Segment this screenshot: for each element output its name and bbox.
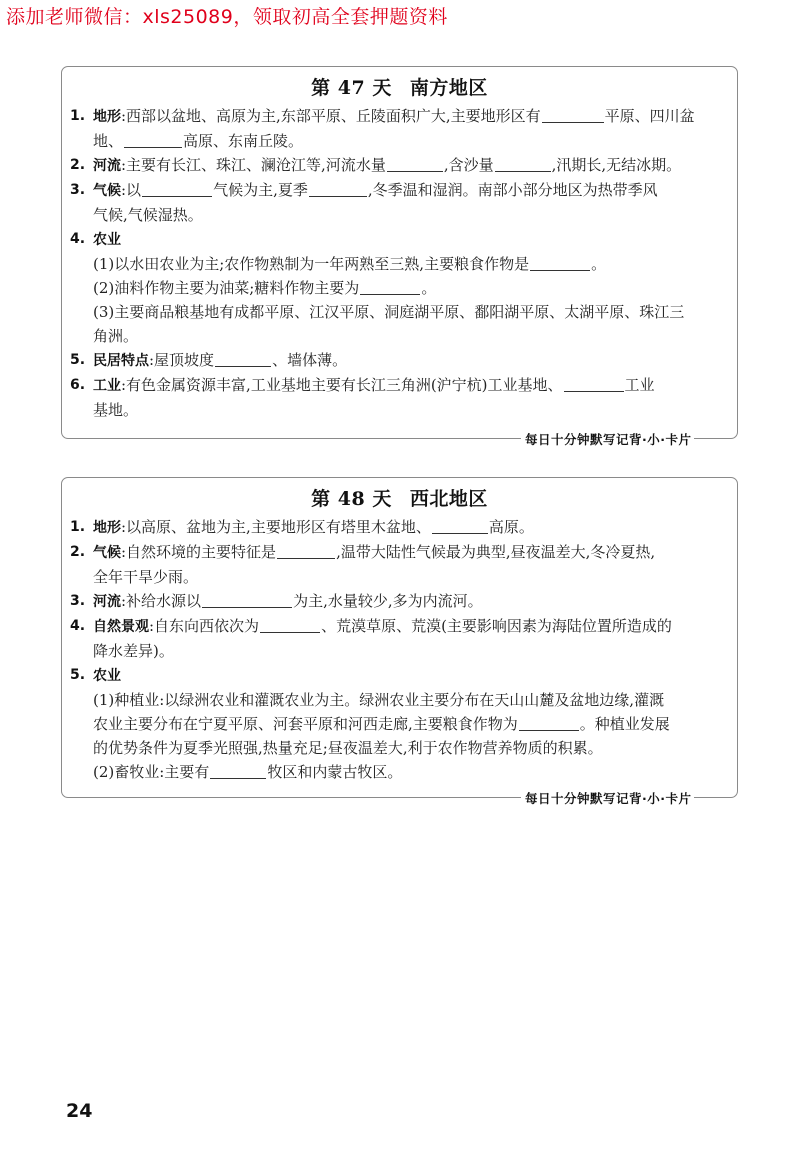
fill-blank[interactable]	[202, 591, 292, 608]
item-text: 高原。	[488, 518, 534, 536]
agri-sub-2	[62, 276, 737, 300]
item-number: 6.	[70, 377, 86, 393]
item-rivers	[62, 589, 737, 614]
item-text: :西部以盆地、高原为主,东部平原、丘陵面积广大,主要地形区有	[121, 107, 541, 125]
item-text: 全年干旱少雨。	[93, 568, 199, 586]
title-day: 第 47 天	[311, 77, 392, 99]
item-text: 降水差异)。	[93, 642, 174, 660]
item-text: 、荒漠草原、荒漠(主要影响因素为海陆位置所造成的	[321, 617, 672, 635]
fill-blank[interactable]	[495, 155, 551, 172]
item-climate	[62, 178, 737, 203]
fill-blank[interactable]	[542, 106, 604, 123]
agri-sub-3-cont	[62, 324, 737, 348]
item-text: 地、	[93, 132, 124, 150]
item-text: :以高原、盆地为主,主要地形区有塔里木盆地、	[121, 518, 431, 536]
item-text: 工业	[624, 376, 655, 394]
item-dwellings	[62, 348, 737, 373]
page-number: 24	[66, 1100, 93, 1122]
item-keyword: 农业	[93, 232, 121, 248]
item-keyword: 地形	[93, 520, 121, 536]
agri-sub-1	[62, 252, 737, 276]
item-text: (1)种植业:以绿洲农业和灌溉农业为主。绿洲农业主要分布在天山山麓及盆地边缘,灌溉	[93, 691, 665, 709]
item-text: 气候,气候湿热。	[93, 206, 203, 224]
item-text: :屋顶坡度	[149, 351, 215, 369]
fill-blank[interactable]	[432, 517, 488, 534]
fill-blank[interactable]	[210, 762, 266, 779]
agri-sub-1-cont	[62, 712, 737, 736]
item-number: 3.	[70, 182, 86, 198]
item-text: 平原、四川盆	[604, 107, 695, 125]
item-keyword: 工业	[93, 378, 121, 394]
card-day-48	[61, 477, 738, 798]
card-footer-label: 每日十分钟默写记背·小·卡片	[521, 430, 694, 448]
fill-blank[interactable]	[564, 375, 624, 392]
item-terrain-cont	[62, 129, 737, 153]
item-number: 1.	[70, 108, 86, 124]
item-number: 5.	[70, 352, 86, 368]
agri-sub-1	[62, 688, 737, 712]
title-day: 第 48 天	[311, 488, 392, 510]
item-keyword: 河流	[93, 594, 121, 610]
item-climate-cont	[62, 203, 737, 227]
item-text: 。	[591, 255, 607, 273]
item-text: ,汛期长,无结冰期。	[551, 156, 682, 174]
item-text: 为主,水量较少,多为内流河。	[293, 592, 483, 610]
fill-blank[interactable]	[309, 180, 367, 197]
item-agriculture	[62, 227, 737, 252]
agri-sub-2	[62, 760, 737, 784]
item-text: 。种植业发展	[579, 715, 670, 733]
item-text: :以	[121, 181, 142, 199]
agri-sub-3	[62, 300, 737, 324]
item-text: (2)油料作物主要为油菜;糖料作物主要为	[93, 279, 360, 297]
item-text: ,冬季温和湿润。南部小部分地区为热带季风	[367, 181, 658, 199]
item-text: 角洲。	[93, 327, 139, 345]
item-text: 高原、东南丘陵。	[183, 132, 304, 150]
item-text: :有色金属资源丰富,工业基地主要有长江三角洲(沪宁杭)工业基地、	[121, 376, 563, 394]
item-keyword: 自然景观	[93, 619, 149, 635]
item-text: 农业主要分布在宁夏平原、河套平原和河西走廊,主要粮食作物为	[93, 715, 518, 733]
item-keyword: 河流	[93, 158, 121, 174]
card-day-47	[61, 66, 738, 439]
fill-blank[interactable]	[124, 131, 182, 148]
item-text: :自东向西依次为	[149, 617, 260, 635]
fill-blank[interactable]	[215, 350, 271, 367]
item-text: 基地。	[93, 401, 139, 419]
item-terrain	[62, 104, 737, 129]
item-number: 2.	[70, 157, 86, 173]
item-keyword: 气候	[93, 545, 121, 561]
promo-banner: 添加老师微信：xls25089，领取初高全套押题资料	[6, 6, 448, 28]
item-climate-cont	[62, 565, 737, 589]
item-text: (1)以水田农业为主;农作物熟制为一年两熟至三熟,主要粮食作物是	[93, 255, 530, 273]
item-number: 5.	[70, 667, 86, 683]
card-title	[62, 484, 737, 511]
item-text: :补给水源以	[121, 592, 202, 610]
item-number: 2.	[70, 544, 86, 560]
item-keyword: 民居特点	[93, 353, 149, 369]
item-text: (2)畜牧业:主要有	[93, 763, 210, 781]
item-text: ,温带大陆性气候最为典型,昼夜温差大,冬冷夏热,	[336, 543, 656, 561]
item-text: :自然环境的主要特征是	[121, 543, 277, 561]
card-title	[62, 73, 737, 100]
fill-blank[interactable]	[387, 155, 443, 172]
item-text: 牧区和内蒙古牧区。	[267, 763, 403, 781]
item-keyword: 气候	[93, 183, 121, 199]
title-region: 南方地区	[409, 77, 488, 99]
item-text: ,含沙量	[443, 156, 494, 174]
item-text: 气候为主,夏季	[213, 181, 308, 199]
item-terrain	[62, 515, 737, 540]
fill-blank[interactable]	[260, 616, 320, 633]
fill-blank[interactable]	[519, 714, 579, 731]
item-text: 、墙体薄。	[272, 351, 348, 369]
item-keyword: 地形	[93, 109, 121, 125]
item-landscape-cont	[62, 639, 737, 663]
item-climate	[62, 540, 737, 565]
item-number: 4.	[70, 231, 86, 247]
item-agriculture	[62, 663, 737, 688]
item-rivers	[62, 153, 737, 178]
fill-blank[interactable]	[142, 180, 212, 197]
agri-sub-1-cont2	[62, 736, 737, 760]
title-region: 西北地区	[409, 488, 488, 510]
fill-blank[interactable]	[360, 278, 420, 295]
item-keyword: 农业	[93, 668, 121, 684]
fill-blank[interactable]	[530, 254, 590, 271]
item-text: 。	[421, 279, 437, 297]
item-industry	[62, 373, 737, 398]
item-text: :主要有长江、珠江、澜沧江等,河流水量	[121, 156, 386, 174]
item-industry-cont	[62, 398, 737, 422]
item-text: (3)主要商品粮基地有成都平原、江汉平原、洞庭湖平原、鄱阳湖平原、太湖平原、珠江三	[93, 303, 685, 321]
card-footer-label: 每日十分钟默写记背·小·卡片	[521, 789, 694, 807]
item-landscape	[62, 614, 737, 639]
item-number: 4.	[70, 618, 86, 634]
fill-blank[interactable]	[277, 542, 335, 559]
item-number: 1.	[70, 519, 86, 535]
item-number: 3.	[70, 593, 86, 609]
item-text: 的优势条件为夏季光照强,热量充足;昼夜温差大,利于农作物营养物质的积累。	[93, 739, 603, 757]
